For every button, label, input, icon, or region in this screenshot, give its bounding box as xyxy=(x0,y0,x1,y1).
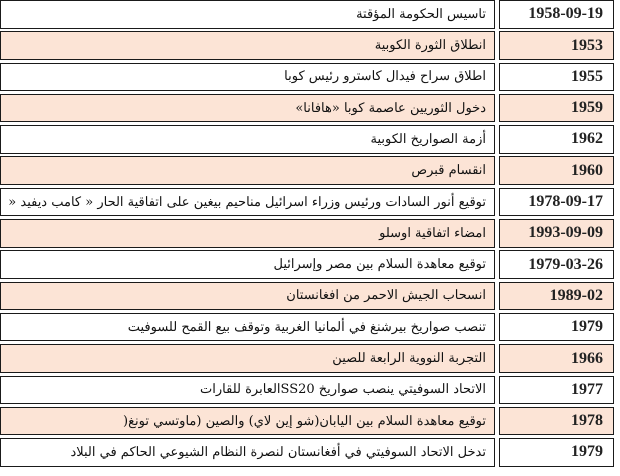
table-row xyxy=(0,250,616,279)
table-row xyxy=(0,94,616,123)
event-cell: امضاء اتفاقية اوسلو xyxy=(0,219,495,248)
event-cell: التجربة النووية الرابعة للصين xyxy=(0,344,495,373)
date-cell: 1955 xyxy=(499,63,614,92)
event-cell: دخول الثوريين عاصمة كوبا «هافانا» xyxy=(0,94,495,123)
date-cell: 1978-09-17 xyxy=(499,188,614,217)
event-cell: توقيع أنور السادات ورئيس وزراء اسرائيل مناحيم بيغين على اتفاقية الحار « كامب ديفيد « xyxy=(0,188,495,217)
table-row xyxy=(0,31,616,60)
event-cell: انسحاب الجيش الاحمر من افغانستان xyxy=(0,282,495,311)
event-cell: تدخل الاتحاد السوفيتي في أفغانستان لنصرة النظام الشيوعي الحاكم في البلاد xyxy=(0,438,495,467)
event-cell: تاسيس الحكومة المؤقتة xyxy=(0,0,495,29)
table-row xyxy=(0,125,616,154)
date-cell: 1960 xyxy=(499,156,614,185)
table-row xyxy=(0,0,616,29)
event-cell: انطلاق الثورة الكوبية xyxy=(0,31,495,60)
table-row xyxy=(0,313,616,342)
date-cell: 1989-02 xyxy=(499,282,614,311)
date-cell: 1958-09-19 xyxy=(499,0,614,29)
table-row xyxy=(0,219,616,248)
date-cell: 1959 xyxy=(499,94,614,123)
date-cell: 1966 xyxy=(499,344,614,373)
event-cell: تنصب صواريخ بيرشنغ في ألمانيا الغربية وتوقف بيع القمح للسوفيت xyxy=(0,313,495,342)
date-cell: 1979 xyxy=(499,438,614,467)
event-cell: انقسام قبرص xyxy=(0,156,495,185)
table-row xyxy=(0,376,616,405)
date-cell: 1978 xyxy=(499,407,614,436)
date-cell: 1953 xyxy=(499,31,614,60)
event-cell: الاتحاد السوفيتي ينصب صواريخ SS20العابرة للقارات xyxy=(0,376,495,405)
table-row xyxy=(0,344,616,373)
table-row xyxy=(0,63,616,92)
date-cell: 1962 xyxy=(499,125,614,154)
event-cell: توقيع معاهدة السلام بين مصر وإسرائيل xyxy=(0,250,495,279)
table-row xyxy=(0,407,616,436)
date-cell: 1977 xyxy=(499,376,614,405)
table-row xyxy=(0,438,616,467)
event-cell: توقيع معاهدة السلام بين اليابان(شو إين لاي) والصين (ماوتسي تونغ( xyxy=(0,407,495,436)
table-row xyxy=(0,188,616,217)
date-cell: 1979-03-26 xyxy=(499,250,614,279)
table-row xyxy=(0,282,616,311)
table-row xyxy=(0,156,616,185)
date-cell: 1979 xyxy=(499,313,614,342)
event-cell: اطلاق سراح فيدال كاسترو رئيس كوبا xyxy=(0,63,495,92)
date-cell: 1993-09-09 xyxy=(499,219,614,248)
event-cell: أزمة الصواريخ الكوبية xyxy=(0,125,495,154)
